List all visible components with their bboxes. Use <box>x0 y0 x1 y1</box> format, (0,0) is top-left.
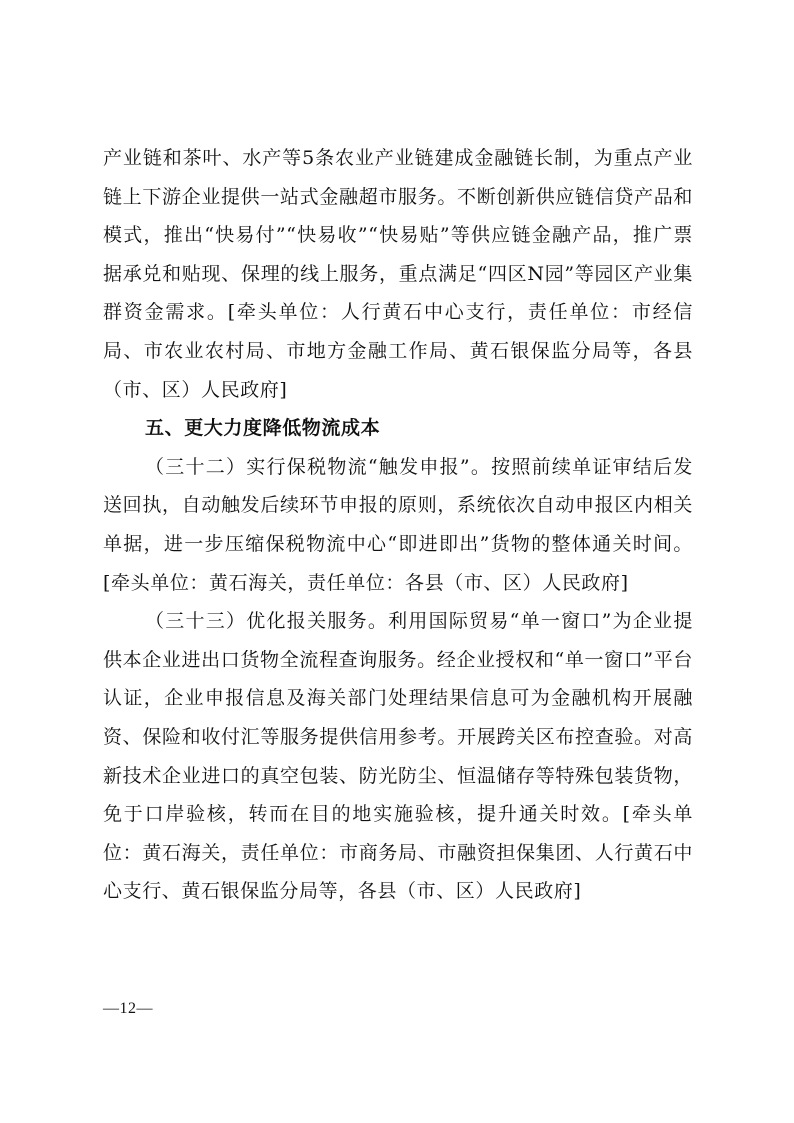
paragraph-item-32: （三十二）实行保税物流“触发申报”。按照前续单证审结后发送回执，自动触发后续环节申报的原则，系统依次自动申报区内相关单据，进一步压缩保税物流中心“即进即出”货物的整体通关时间。[牵头单位：黄石海关，责任单位：各县（市、区）人民政府] <box>103 455 693 594</box>
paragraph-financing-chain: 产业链和茶叶、水产等5条农业产业链建成金融链长制，为重点产业链上下游企业提供一站式金融超市服务。不断创新供应链信贷产品和模式，推出“快易付”“快易收”“快易贴”等供应链金融产品，推广票据承兑和贴现、保理的线上服务，重点满足“四区N园”等园区产业集群资金需求。[牵头单位：人行黄石中心支行，责任单位：市经信局、市农业农村局、市地方金融工作局、黄石银保监分局等，各县（市、区）人民政府] <box>103 147 693 401</box>
paragraph-item-33: （三十三）优化报关服务。利用国际贸易“单一窗口”为企业提供本企业进出口货物全流程查询服务。经企业授权和“单一窗口”平台认证，企业申报信息及海关部门处理结果信息可为金融机构开展融资、保险和收付汇等服务提供信用参考。开展跨关区布控查验。对高新技术企业进口的真空包装、防光防尘、恒温储存等特殊包装货物，免于口岸验核，转而在目的地实施验核，提升通关时效。[牵头单位：黄石海关，责任单位：市商务局、市融资担保集团、人行黄石中心支行、黄石银保监分局等，各县（市、区）人民政府] <box>103 610 693 903</box>
section-heading-logistics-cost: 五、更大力度降低物流成本 <box>145 417 381 440</box>
document-body <box>103 139 693 911</box>
page-number: —12— <box>103 1000 153 1017</box>
